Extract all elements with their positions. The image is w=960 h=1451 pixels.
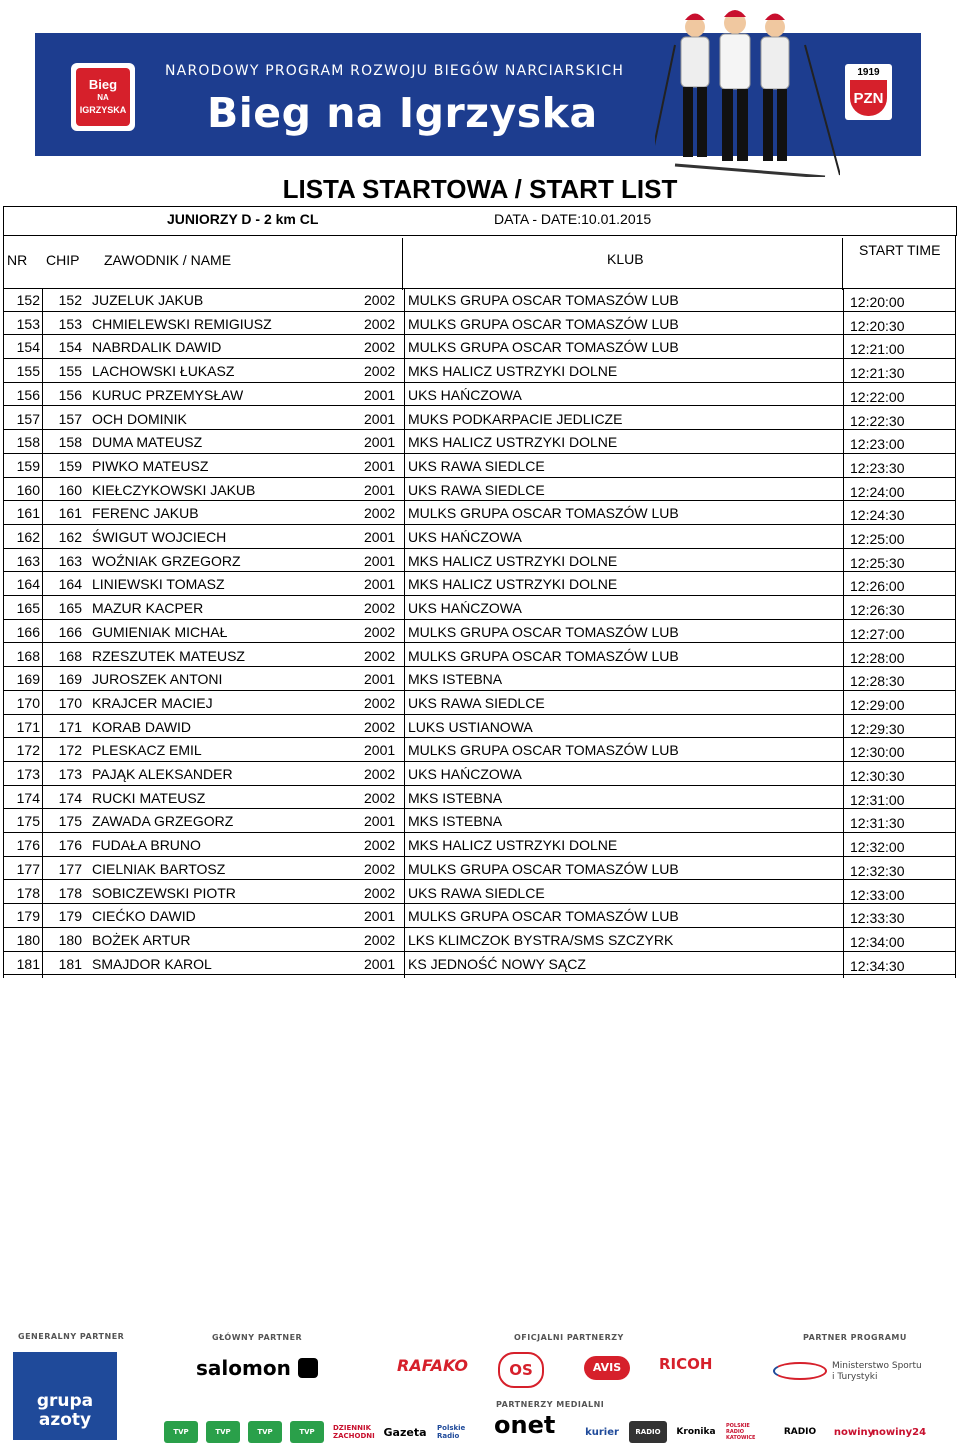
birth-year: 2002 bbox=[364, 766, 396, 782]
column-divider bbox=[842, 238, 843, 290]
athlete-name: JUROSZEK ANTONI bbox=[92, 671, 223, 688]
athlete-name: CHMIELEWSKI REMIGIUSZ bbox=[92, 315, 272, 332]
chip-number: 178 bbox=[58, 884, 82, 901]
row-number: 163 bbox=[16, 552, 40, 569]
row-number: 159 bbox=[16, 457, 40, 474]
birth-year: 2001 bbox=[364, 742, 396, 759]
athlete-name: KRAJCER MACIEJ bbox=[92, 694, 213, 711]
club-name: UKS HAŃCZOWA bbox=[408, 766, 522, 782]
row-number: 154 bbox=[16, 339, 40, 356]
start-time: 12:29:30 bbox=[850, 720, 905, 737]
page-title: LISTA STARTOWA / START LIST bbox=[282, 174, 678, 204]
row-number: 153 bbox=[16, 315, 40, 332]
column-header-border bbox=[955, 236, 956, 288]
row-number: 160 bbox=[16, 481, 40, 498]
athlete-name: RUCKI MATEUSZ bbox=[92, 789, 206, 806]
club-name: LKS KLIMCZOK BYSTRA/SMS SZCZYRK bbox=[408, 931, 674, 948]
athlete-name: FERENC JAKUB bbox=[92, 505, 199, 522]
club-name: MULKS GRUPA OSCAR TOMASZÓW LUB bbox=[408, 623, 679, 640]
athlete-name: SMAJDOR KAROL bbox=[92, 955, 212, 972]
table-row bbox=[0, 715, 960, 739]
chip-number: 173 bbox=[58, 766, 82, 782]
chip-number: 164 bbox=[58, 576, 82, 593]
media-logo: Polskie Radio bbox=[437, 1421, 485, 1443]
table-row bbox=[0, 335, 960, 359]
os-logo: OS bbox=[498, 1352, 544, 1388]
birth-year: 2002 bbox=[364, 789, 396, 806]
birth-year: 2001 bbox=[364, 908, 396, 925]
general-partner-caption: GENERALNY PARTNER bbox=[18, 1332, 125, 1341]
start-time: 12:33:00 bbox=[850, 886, 905, 903]
table-row bbox=[0, 786, 960, 810]
skiers-photo bbox=[655, 5, 840, 177]
ministry-emblem-icon bbox=[773, 1362, 827, 1380]
chip-number: 158 bbox=[58, 434, 82, 451]
athlete-name: PIWKO MATEUSZ bbox=[92, 457, 209, 474]
birth-year: 2002 bbox=[364, 694, 396, 711]
athlete-name: KORAB DAWID bbox=[92, 718, 192, 735]
birth-year: 2001 bbox=[364, 576, 396, 593]
table-row bbox=[0, 407, 960, 431]
media-logo: TVP bbox=[164, 1421, 198, 1443]
media-logo: nowiny bbox=[836, 1421, 872, 1443]
chip-number: 160 bbox=[58, 481, 82, 498]
row-number: 181 bbox=[16, 955, 40, 972]
club-name: UKS HAŃCZOWA bbox=[408, 529, 522, 545]
start-time: 12:32:30 bbox=[850, 862, 905, 879]
row-number: 157 bbox=[16, 410, 40, 427]
media-logo: Gazeta bbox=[381, 1421, 429, 1443]
athlete-name: LINIEWSKI TOMASZ bbox=[92, 576, 225, 593]
club-name: MULKS GRUPA OSCAR TOMASZÓW LUB bbox=[408, 908, 679, 925]
athlete-name: DUMA MATEUSZ bbox=[92, 434, 203, 451]
birth-year: 2002 bbox=[364, 363, 396, 380]
birth-year: 2002 bbox=[364, 718, 396, 735]
table-row bbox=[0, 620, 960, 644]
club-name: MKS ISTEBNA bbox=[408, 813, 503, 830]
club-name: MULKS GRUPA OSCAR TOMASZÓW LUB bbox=[408, 292, 679, 308]
salomon-logo: salomon bbox=[196, 1356, 318, 1380]
chip-number: 168 bbox=[58, 647, 82, 664]
athlete-name: KIEŁCZYKOWSKI JAKUB bbox=[92, 481, 256, 498]
row-number: 176 bbox=[16, 837, 40, 854]
club-name: MULKS GRUPA OSCAR TOMASZÓW LUB bbox=[408, 860, 679, 877]
table-row bbox=[0, 952, 960, 976]
table-row bbox=[0, 928, 960, 952]
table-row bbox=[0, 809, 960, 833]
chip-number: 156 bbox=[58, 386, 82, 403]
birth-year: 2001 bbox=[364, 457, 396, 474]
athlete-name: SOBICZEWSKI PIOTR bbox=[92, 884, 236, 901]
row-number: 170 bbox=[16, 694, 40, 711]
media-logo: kurier bbox=[582, 1421, 622, 1443]
start-time: 12:30:30 bbox=[850, 768, 905, 784]
avis-logo: AVIS bbox=[584, 1356, 630, 1380]
table-row bbox=[0, 833, 960, 857]
chip-number: 180 bbox=[58, 931, 82, 948]
media-logo: RADIO bbox=[629, 1421, 667, 1443]
row-number: 175 bbox=[16, 813, 40, 830]
row-number: 161 bbox=[16, 505, 40, 522]
start-time: 12:33:30 bbox=[850, 910, 905, 927]
club-name: UKS RAWA SIEDLCE bbox=[408, 481, 545, 498]
row-number: 178 bbox=[16, 884, 40, 901]
table-row bbox=[0, 667, 960, 691]
media-logo: TVP bbox=[290, 1421, 324, 1443]
start-time: 12:32:00 bbox=[850, 839, 905, 856]
athlete-name: WOŹNIAK GRZEGORZ bbox=[92, 552, 241, 569]
table-row bbox=[0, 738, 960, 762]
start-time: 12:25:00 bbox=[850, 531, 905, 547]
birth-year: 2002 bbox=[364, 600, 396, 617]
column-header-border bbox=[3, 236, 4, 288]
table-row bbox=[0, 359, 960, 383]
category-box bbox=[3, 206, 957, 236]
start-time: 12:29:00 bbox=[850, 696, 905, 713]
club-name: UKS HAŃCZOWA bbox=[408, 600, 522, 617]
start-time: 12:24:00 bbox=[850, 483, 905, 500]
category-label: JUNIORZY D - 2 km CL bbox=[167, 211, 319, 227]
row-number: 172 bbox=[16, 742, 40, 759]
club-name: MULKS GRUPA OSCAR TOMASZÓW LUB bbox=[408, 339, 679, 356]
birth-year: 2002 bbox=[364, 931, 396, 948]
row-number: 162 bbox=[16, 529, 40, 545]
column-header-start-time: START TIME bbox=[859, 242, 941, 258]
onet-logo: onet bbox=[494, 1411, 556, 1439]
start-time: 12:34:30 bbox=[850, 957, 905, 974]
table-row bbox=[0, 644, 960, 668]
athlete-name: MAZUR KACPER bbox=[92, 600, 204, 617]
start-time: 12:23:30 bbox=[850, 459, 905, 476]
athlete-name: PAJĄK ALEKSANDER bbox=[92, 766, 233, 782]
athlete-name: KURUC PRZEMYSŁAW bbox=[92, 386, 244, 403]
chip-number: 174 bbox=[58, 789, 82, 806]
column-header-chip: CHIP bbox=[46, 252, 80, 268]
table-row bbox=[0, 549, 960, 573]
column-divider bbox=[402, 238, 403, 290]
chip-number: 157 bbox=[58, 410, 82, 427]
official-partners-caption: OFICJALNI PARTNERZY bbox=[514, 1333, 624, 1342]
ricoh-logo: RICOH bbox=[659, 1355, 713, 1373]
club-name: MULKS GRUPA OSCAR TOMASZÓW LUB bbox=[408, 742, 679, 759]
birth-year: 2002 bbox=[364, 837, 396, 854]
chip-number: 153 bbox=[58, 315, 82, 332]
table-row bbox=[0, 904, 960, 928]
start-time: 12:22:30 bbox=[850, 412, 905, 429]
birth-year: 2001 bbox=[364, 671, 396, 688]
athlete-name: BOŻEK ARTUR bbox=[92, 931, 191, 948]
table-row bbox=[0, 383, 960, 407]
birth-year: 2001 bbox=[364, 813, 396, 830]
rafako-logo: RAFAKO bbox=[397, 1356, 468, 1375]
club-name: MKS ISTEBNA bbox=[408, 789, 503, 806]
table-row bbox=[0, 596, 960, 620]
club-name: MULKS GRUPA OSCAR TOMASZÓW LUB bbox=[408, 315, 679, 332]
chip-number: 176 bbox=[58, 837, 82, 854]
row-number: 177 bbox=[16, 860, 40, 877]
row-number: 152 bbox=[16, 292, 40, 308]
birth-year: 2001 bbox=[364, 386, 396, 403]
start-time: 12:34:00 bbox=[850, 933, 905, 950]
start-time: 12:25:30 bbox=[850, 554, 905, 571]
start-time: 12:28:00 bbox=[850, 649, 905, 666]
media-logo: nowiny24 bbox=[876, 1421, 922, 1443]
table-row bbox=[0, 454, 960, 478]
club-name: MKS HALICZ USTRZYKI DOLNE bbox=[408, 576, 618, 593]
athlete-name: PLESKACZ EMIL bbox=[92, 742, 202, 759]
club-name: MUKS PODKARPACIE JEDLICZE bbox=[408, 410, 623, 427]
media-logo: Kronika bbox=[674, 1421, 718, 1443]
club-name: KS JEDNOŚĆ NOWY SĄCZ bbox=[408, 955, 586, 972]
salomon-s-icon bbox=[298, 1358, 318, 1378]
birth-year: 2002 bbox=[364, 315, 396, 332]
chip-number: 154 bbox=[58, 339, 82, 356]
start-time: 12:28:30 bbox=[850, 673, 905, 690]
row-number: 173 bbox=[16, 766, 40, 782]
row-divider bbox=[3, 974, 955, 975]
club-name: UKS RAWA SIEDLCE bbox=[408, 457, 545, 474]
athlete-name: NABRDALIK DAWID bbox=[92, 339, 222, 356]
start-time: 12:21:00 bbox=[850, 341, 905, 358]
column-header-club: KLUB bbox=[607, 251, 644, 267]
date-label: DATA - DATE:10.01.2015 bbox=[494, 211, 652, 227]
club-name: MKS HALICZ USTRZYKI DOLNE bbox=[408, 837, 618, 854]
athlete-name: RZESZUTEK MATEUSZ bbox=[92, 647, 245, 664]
media-partners-caption: PARTNERZY MEDIALNI bbox=[496, 1400, 605, 1409]
row-number: 180 bbox=[16, 931, 40, 948]
club-name: MKS HALICZ USTRZYKI DOLNE bbox=[408, 363, 618, 380]
athlete-name: OCH DOMINIK bbox=[92, 410, 187, 427]
chip-number: 159 bbox=[58, 457, 82, 474]
club-name: MKS HALICZ USTRZYKI DOLNE bbox=[408, 552, 618, 569]
birth-year: 2002 bbox=[364, 860, 396, 877]
row-number: 174 bbox=[16, 789, 40, 806]
birth-year: 2002 bbox=[364, 505, 396, 522]
main-partner-caption: GŁÓWNY PARTNER bbox=[212, 1333, 303, 1342]
start-time: 12:26:30 bbox=[850, 602, 905, 619]
table-row bbox=[0, 762, 960, 786]
birth-year: 2001 bbox=[364, 529, 396, 545]
birth-year: 2002 bbox=[364, 292, 396, 308]
row-number: 158 bbox=[16, 434, 40, 451]
chip-number: 165 bbox=[58, 600, 82, 617]
birth-year: 2001 bbox=[364, 481, 396, 498]
chip-number: 155 bbox=[58, 363, 82, 380]
athlete-name: ŚWIGUT WOJCIECH bbox=[92, 529, 227, 545]
table-row bbox=[0, 572, 960, 596]
table-row bbox=[0, 501, 960, 525]
start-time: 12:27:00 bbox=[850, 625, 905, 642]
start-time: 12:23:00 bbox=[850, 436, 905, 453]
chip-number: 163 bbox=[58, 552, 82, 569]
club-name: UKS HAŃCZOWA bbox=[408, 386, 522, 403]
table-row bbox=[0, 312, 960, 336]
birth-year: 2002 bbox=[364, 339, 396, 356]
chip-number: 169 bbox=[58, 671, 82, 688]
club-name: MKS HALICZ USTRZYKI DOLNE bbox=[408, 434, 618, 451]
table-row bbox=[0, 525, 960, 549]
chip-number: 161 bbox=[58, 505, 82, 522]
birth-year: 2002 bbox=[364, 623, 396, 640]
start-time: 12:22:00 bbox=[850, 388, 905, 405]
row-number: 169 bbox=[16, 671, 40, 688]
ministry-logo: Ministerstwo Sportu i Turystyki bbox=[832, 1361, 922, 1382]
athlete-name: LACHOWSKI ŁUKASZ bbox=[92, 363, 235, 380]
chip-number: 152 bbox=[58, 292, 82, 308]
media-logo: POLSKIE RADIO KATOWICE bbox=[726, 1421, 768, 1443]
athlete-name: ZAWADA GRZEGORZ bbox=[92, 813, 234, 830]
start-time: 12:21:30 bbox=[850, 365, 905, 382]
athlete-name: JUZELUK JAKUB bbox=[92, 292, 204, 308]
grupa-azoty-logo: grupa azoty bbox=[13, 1352, 117, 1440]
table-row bbox=[0, 857, 960, 881]
start-time: 12:20:00 bbox=[850, 294, 905, 310]
pzn-logo: 1919 PZN bbox=[845, 64, 892, 120]
table-row bbox=[0, 478, 960, 502]
chip-number: 179 bbox=[58, 908, 82, 925]
row-number: 166 bbox=[16, 623, 40, 640]
club-name: UKS RAWA SIEDLCE bbox=[408, 694, 545, 711]
bieg-na-igrzyska-logo: Bieg NA IGRZYSKA bbox=[71, 63, 135, 131]
birth-year: 2002 bbox=[364, 884, 396, 901]
row-number: 156 bbox=[16, 386, 40, 403]
chip-number: 181 bbox=[58, 955, 82, 972]
birth-year: 2001 bbox=[364, 552, 396, 569]
club-name: UKS RAWA SIEDLCE bbox=[408, 884, 545, 901]
chip-number: 172 bbox=[58, 742, 82, 759]
row-number: 164 bbox=[16, 576, 40, 593]
media-logo: TVP bbox=[248, 1421, 282, 1443]
club-name: LUKS USTIANOWA bbox=[408, 718, 533, 735]
program-partner-caption: PARTNER PROGRAMU bbox=[803, 1333, 907, 1342]
start-time: 12:30:00 bbox=[850, 744, 905, 761]
athlete-name: GUMIENIAK MICHAŁ bbox=[92, 623, 228, 640]
row-number: 155 bbox=[16, 363, 40, 380]
chip-number: 177 bbox=[58, 860, 82, 877]
athlete-name: FUDAŁA BRUNO bbox=[92, 837, 201, 854]
start-time: 12:20:30 bbox=[850, 317, 905, 334]
row-number: 179 bbox=[16, 908, 40, 925]
birth-year: 2001 bbox=[364, 955, 396, 972]
table-row bbox=[0, 288, 960, 312]
column-header-name: ZAWODNIK / NAME bbox=[104, 252, 232, 268]
chip-number: 170 bbox=[58, 694, 82, 711]
birth-year: 2001 bbox=[364, 434, 396, 451]
club-name: MULKS GRUPA OSCAR TOMASZÓW LUB bbox=[408, 647, 679, 664]
chip-number: 166 bbox=[58, 623, 82, 640]
birth-year: 2002 bbox=[364, 647, 396, 664]
media-logo: TVP bbox=[206, 1421, 240, 1443]
athlete-name: CIEĆKO DAWID bbox=[92, 908, 196, 925]
club-name: MULKS GRUPA OSCAR TOMASZÓW LUB bbox=[408, 505, 679, 522]
column-header-nr: NR bbox=[7, 252, 28, 268]
media-logo: RADIO bbox=[776, 1421, 824, 1443]
chip-number: 171 bbox=[58, 718, 82, 735]
start-time: 12:26:00 bbox=[850, 578, 905, 595]
birth-year: 2001 bbox=[364, 410, 396, 427]
start-time: 12:24:30 bbox=[850, 507, 905, 524]
athlete-name: CIELNIAK BARTOSZ bbox=[92, 860, 226, 877]
banner-title: Bieg na Igrzyska bbox=[207, 89, 598, 137]
row-number: 171 bbox=[16, 718, 40, 735]
banner-subtitle: NARODOWY PROGRAM ROZWOJU BIEGÓW NARCIARSKICH bbox=[165, 63, 625, 79]
table-row bbox=[0, 430, 960, 454]
start-time: 12:31:30 bbox=[850, 815, 905, 832]
chip-number: 162 bbox=[58, 529, 82, 545]
row-number: 165 bbox=[16, 600, 40, 617]
table-row bbox=[0, 881, 960, 905]
club-name: MKS ISTEBNA bbox=[408, 671, 503, 688]
chip-number: 175 bbox=[58, 813, 82, 830]
table-row bbox=[0, 691, 960, 715]
start-time: 12:31:00 bbox=[850, 791, 905, 808]
media-logo: DZIENNIK ZACHODNI bbox=[333, 1421, 375, 1443]
row-number: 168 bbox=[16, 647, 40, 664]
